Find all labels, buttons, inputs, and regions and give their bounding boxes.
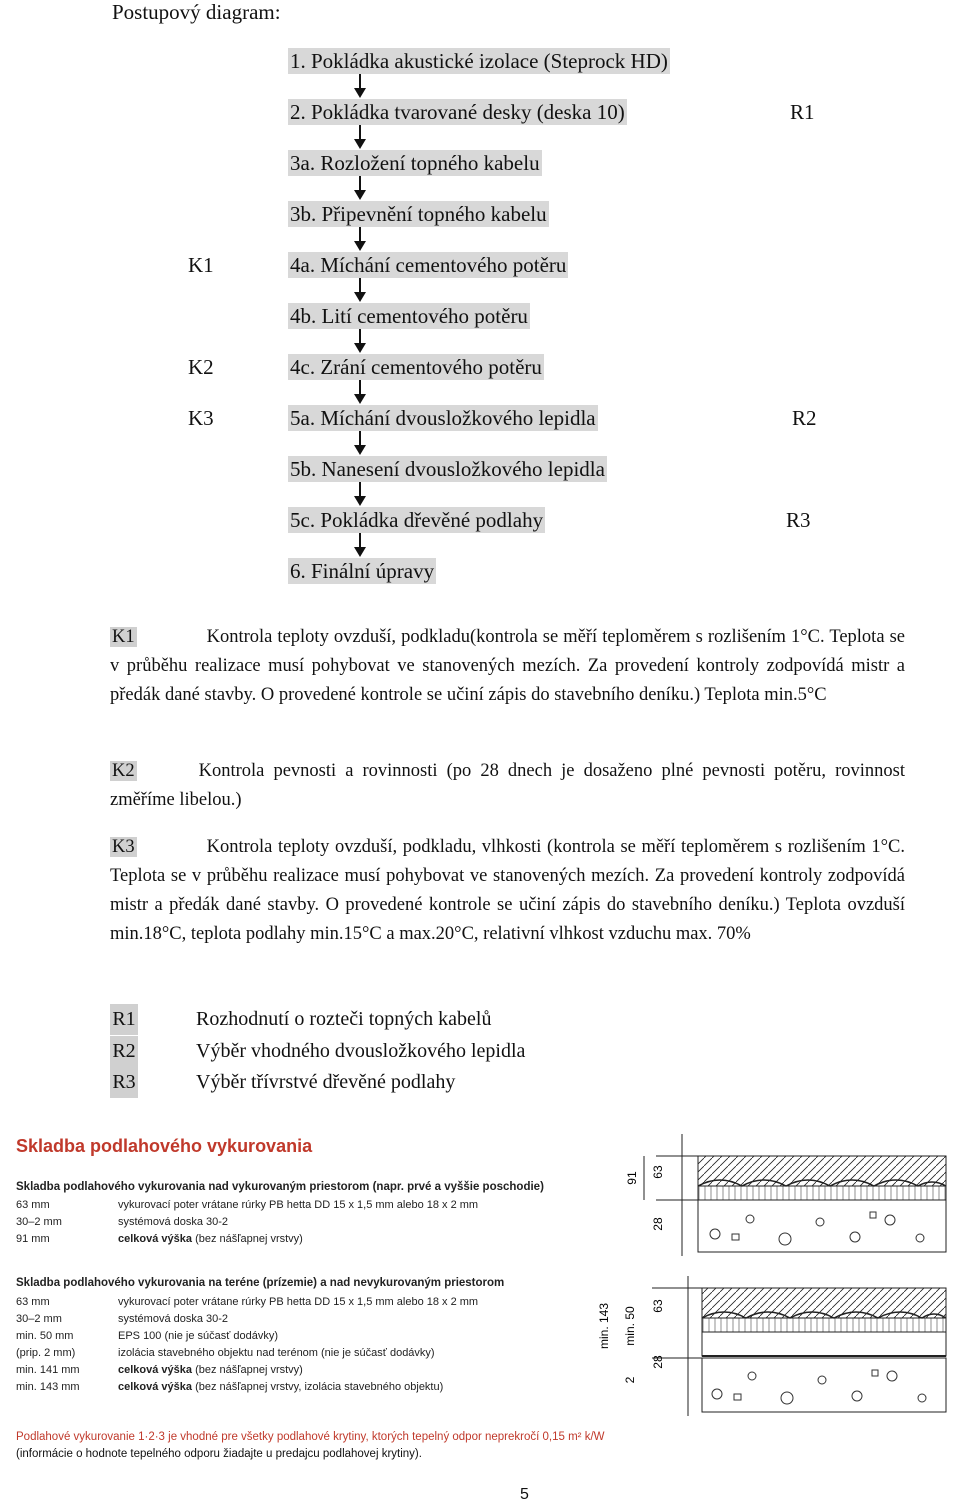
flow-step: 1. Pokládka akustické izolace (Steprock HD) <box>290 49 668 73</box>
section1-row <box>16 1199 478 1211</box>
row-desc: (bez nášľapnej vrstvy) <box>195 1233 303 1245</box>
flow-step: 5b. Nanesení dvousložkového lepidla <box>290 457 605 481</box>
row-dim: min. 143 mm <box>16 1381 80 1393</box>
control-label-k2: K2 <box>188 355 214 379</box>
decision-label-r2: R2 <box>792 406 817 430</box>
section2-row <box>16 1313 228 1325</box>
row-bold: celková výška <box>118 1381 193 1393</box>
row-bold: celková výška <box>118 1233 193 1245</box>
dim-label: 91 <box>625 1171 639 1185</box>
down-arrow-icon <box>352 74 368 100</box>
dim-label: 2 <box>623 1376 637 1384</box>
down-arrow-icon <box>352 329 368 355</box>
decision-r3-text: Výběr třívrstvé dřevěné podlahy <box>196 1071 456 1093</box>
down-arrow-icon <box>352 176 368 202</box>
dim-label: min. 143 <box>597 1302 611 1350</box>
flow-step: 5c. Pokládka dřevěné podlahy <box>290 508 544 532</box>
row-bold: celková výška <box>118 1364 193 1376</box>
down-arrow-icon <box>352 227 368 253</box>
page-number: 5 <box>520 1486 529 1503</box>
control-k1-text: Kontrola teploty ovzduší, podkladu(kontrola se měří teploměrem s rozlišením 1°C. Teplota se v průběhu realizace musí pohybovat ve stanovených mezích. Za provedení kontroly zodpovídá mistr a předák dané stavby. O provedené kontrole se učiní zápis do stavebního deníku.) Teplota min.5°C <box>110 627 905 705</box>
row-desc: EPS 100 (nie je súčasť dodávky) <box>118 1330 279 1342</box>
dim-label: 28 <box>651 1217 665 1231</box>
section2-row <box>16 1296 478 1308</box>
floor-section-figure-1 <box>600 1134 950 1256</box>
skladba-note: (informácie o hodnote tepelného odporu žiadajte u predajcu podlahovej krytiny). <box>16 1448 422 1460</box>
row-desc: izolácia stavebného objektu nad terénom (nie je súčasť dodávky) <box>118 1347 435 1359</box>
section1-row <box>16 1216 228 1228</box>
floor-section-figure-2 <box>592 1276 950 1416</box>
flow-step: 4c. Zrání cementového potěru <box>290 355 542 379</box>
flow-step: 5a. Míchání dvousložkového lepidla <box>290 406 596 430</box>
decision-label-r3: R3 <box>786 508 811 532</box>
down-arrow-icon <box>352 380 368 406</box>
decision-r1 <box>110 1004 492 1035</box>
down-arrow-icon <box>352 125 368 151</box>
flow-step: 6. Finální úpravy <box>290 559 435 583</box>
control-k3-paragraph <box>110 833 905 949</box>
control-k1-tag: K1 <box>112 627 135 647</box>
row-desc: vykurovací poter vrátane rúrky PB hetta DD 15 x 1,5 mm alebo 18 x 2 mm <box>118 1296 479 1308</box>
decision-r2-tag: R2 <box>110 1036 138 1067</box>
decision-r3 <box>110 1067 456 1098</box>
section2-row <box>16 1347 435 1359</box>
skladba-title: Skladba podlahového vykurovania <box>16 1136 313 1156</box>
row-dim: 30–2 mm <box>16 1313 62 1325</box>
row-dim: 30–2 mm <box>16 1216 62 1228</box>
flow-step: 2. Pokládka tvarované desky (deska 10) <box>290 100 625 124</box>
row-desc: systémová doska 30-2 <box>118 1216 229 1228</box>
section2-row <box>16 1364 303 1376</box>
control-k3-tag: K3 <box>112 837 135 857</box>
skladba-note-red: Podlahové vykurovanie 1·2·3 je vhodné pre všetky podlahové krytiny, ktorých tepelný odpor neprekročí 0,15 m² k/W <box>16 1431 605 1443</box>
row-dim: min. 50 mm <box>16 1330 74 1342</box>
down-arrow-icon <box>352 431 368 457</box>
control-k1-paragraph <box>110 623 905 710</box>
flow-step: 4b. Lití cementového potěru <box>290 304 528 328</box>
down-arrow-icon <box>352 533 368 559</box>
row-dim: 63 mm <box>16 1296 50 1308</box>
decision-r2 <box>110 1036 526 1067</box>
control-label-k1: K1 <box>188 253 214 277</box>
decision-r1-text: Rozhodnutí o rozteči topných kabelů <box>196 1008 492 1030</box>
decision-label-r1: R1 <box>790 100 815 124</box>
control-k2-tag: K2 <box>112 761 135 781</box>
dim-label: 63 <box>651 1165 665 1179</box>
decision-r2-text: Výběr vhodného dvousložkového lepidla <box>196 1040 526 1062</box>
control-k3-text: Kontrola teploty ovzduší, podkladu, vlhkosti (kontrola se měří teploměrem s rozlišením 1°C. Teplota se v průběhu realizace musí pohybovat ve stanovených mezích. Za provedení kontroly zodpovídá mistr a předák dané stavby. O provedené kontrole se učiní zápis do stavebního deníku.) Teplota ovzduší min.18°C, teplota podlahy min.15°C a max.20°C, relativní vlhkost vzduchu max. 70% <box>110 837 905 944</box>
flow-step: 3a. Rozložení topného kabelu <box>290 151 540 175</box>
row-desc: vykurovací poter vrátane rúrky PB hetta DD 15 x 1,5 mm alebo 18 x 2 mm <box>118 1199 479 1211</box>
row-desc: systémová doska 30-2 <box>118 1313 229 1325</box>
diagram-title: Postupový diagram: <box>112 0 281 24</box>
flow-step: 3b. Připevnění topného kabelu <box>290 202 547 226</box>
flow-step: 4a. Míchání cementového potěru <box>290 253 567 277</box>
dim-label: 28 <box>651 1355 665 1369</box>
row-dim: min. 141 mm <box>16 1364 80 1376</box>
control-label-k3: K3 <box>188 406 214 430</box>
decision-r3-tag: R3 <box>110 1067 138 1098</box>
row-dim: 91 mm <box>16 1233 50 1245</box>
row-dim: (prip. 2 mm) <box>16 1347 76 1359</box>
section2-row <box>16 1381 443 1393</box>
section1-heading: Skladba podlahového vykurovania nad vykurovaným priestorom (napr. prvé a vyššie poschodie) <box>16 1181 544 1193</box>
decision-r1-tag: R1 <box>110 1004 138 1035</box>
row-desc: (bez nášľapnej vrstvy, izolácia stavebného objektu) <box>195 1381 444 1393</box>
section1-row <box>16 1233 303 1245</box>
row-dim: 63 mm <box>16 1199 50 1211</box>
control-k2-text: Kontrola pevnosti a rovinnosti (po 28 dnech je dosaženo plné pevnosti potěru, rovinnost změříme libelou.) <box>110 761 905 810</box>
control-k2-paragraph <box>110 757 905 815</box>
down-arrow-icon <box>352 278 368 304</box>
down-arrow-icon <box>352 482 368 508</box>
dim-label: min. 50 <box>623 1306 637 1346</box>
section2-heading: Skladba podlahového vykurovania na teréne (prízemie) a nad nevykurovaným priestorom <box>16 1277 505 1289</box>
row-desc: (bez nášľapnej vrstvy) <box>195 1364 303 1376</box>
dim-label: 63 <box>651 1299 665 1313</box>
section2-row <box>16 1330 278 1342</box>
